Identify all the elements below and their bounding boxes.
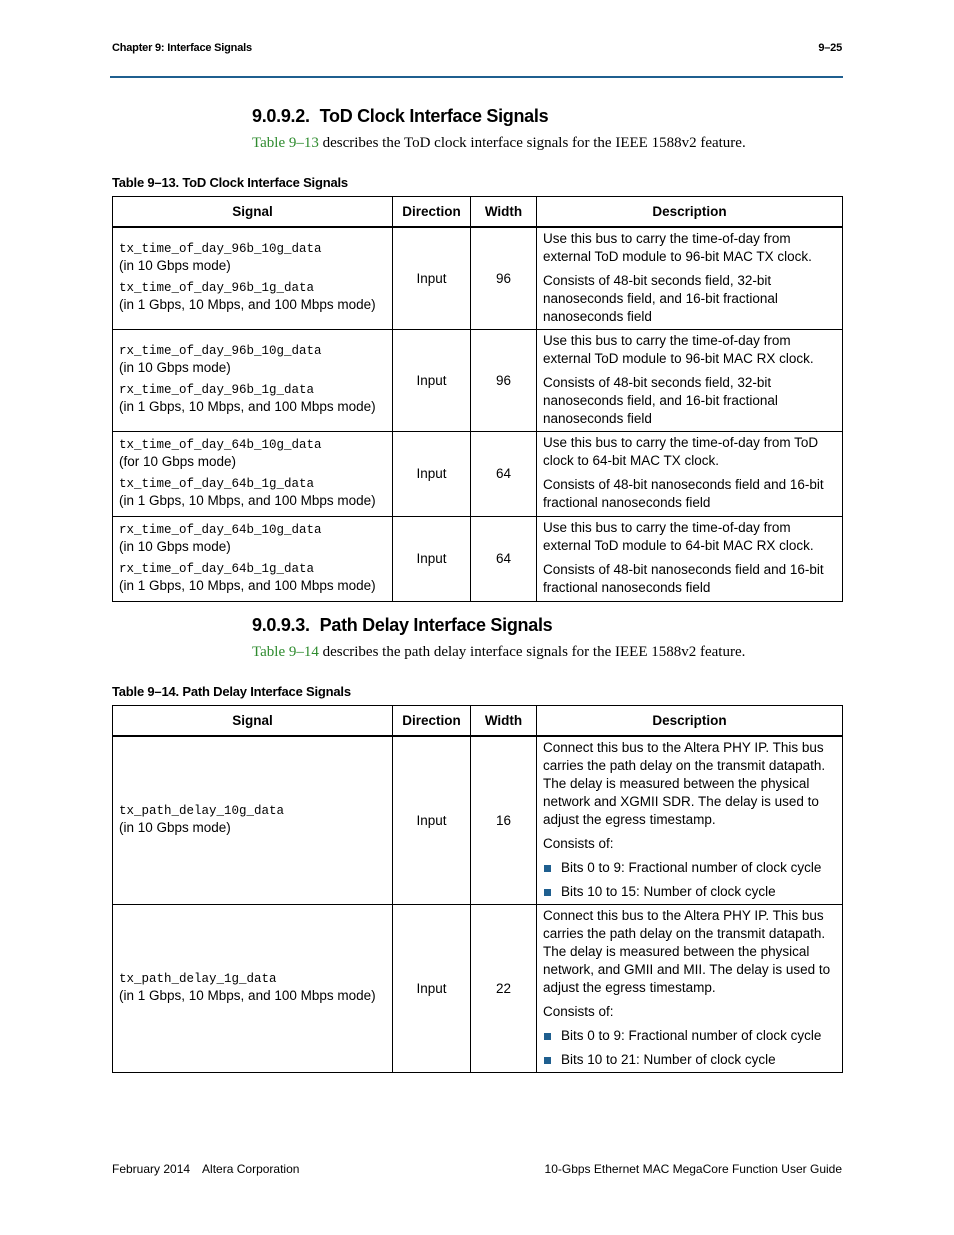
intro-text: describes the ToD clock interface signals for the IEEE 1588v2 feature. <box>318 135 746 151</box>
col-header-description: Description <box>537 197 843 228</box>
signal-mode: (for 10 Gbps mode) <box>119 453 237 469</box>
bullet-item <box>543 1051 836 1069</box>
chapter-title: Chapter 9: Interface Signals <box>112 42 252 54</box>
intro-text: describes the path delay interface signals for the IEEE 1588v2 feature. <box>318 644 746 660</box>
description-text: Consists of 48-bit seconds field, 32-bit nanoseconds field, and 16-bit fractional nanoseconds field <box>543 273 778 324</box>
square-bullet-icon <box>544 1057 551 1064</box>
table-row <box>113 516 843 601</box>
table-row <box>113 736 843 904</box>
col-header-direction: Direction <box>393 197 471 228</box>
description-cell <box>537 516 843 601</box>
signal-cell <box>113 904 393 1072</box>
width-cell: 64 <box>471 516 537 601</box>
description-text: Consists of 48-bit nanoseconds field and 16-bit fractional nanoseconds field <box>543 476 824 510</box>
description-text: Use this bus to carry the time-of-day from external ToD module to 96-bit MAC RX clock. <box>543 332 814 366</box>
direction-cell: Input <box>393 736 471 904</box>
section-number: 9.0.9.3. <box>252 615 310 635</box>
signal-name: tx_time_of_day_64b_1g_data <box>119 476 315 491</box>
square-bullet-icon <box>544 865 551 872</box>
col-header-description: Description <box>537 706 843 737</box>
signal-mode: (in 1 Gbps, 10 Mbps, and 100 Mbps mode) <box>119 399 376 414</box>
table-caption-path-delay: Table 9–14. Path Delay Interface Signals <box>112 684 351 699</box>
footer-guide-title: 10-Gbps Ethernet MAC MegaCore Function User Guide <box>544 1162 842 1176</box>
section-title: ToD Clock Interface Signals <box>319 106 549 126</box>
bullet-text: Bits 10 to 15: Number of clock cycle <box>561 884 776 899</box>
direction-cell: Input <box>393 904 471 1072</box>
direction-cell: Input <box>393 516 471 601</box>
width-cell: 96 <box>471 227 537 329</box>
description-text: Use this bus to carry the time-of-day from external ToD module to 96-bit MAC TX clock. <box>543 231 812 264</box>
section-intro-path-delay <box>252 644 745 661</box>
signal-name: tx_path_delay_10g_data <box>119 803 285 818</box>
description-text: Consists of 48-bit nanoseconds field and 16-bit fractional nanoseconds field <box>543 561 824 595</box>
signal-name: rx_time_of_day_96b_10g_data <box>119 344 322 358</box>
description-cell <box>537 904 843 1072</box>
table-link[interactable]: Table 9–14 <box>252 644 319 660</box>
section-number: 9.0.9.2. <box>252 106 310 126</box>
footer-company: Altera Corporation <box>202 1162 300 1176</box>
signal-mode: (in 1 Gbps, 10 Mbps, and 100 Mbps mode) <box>119 577 376 593</box>
square-bullet-icon <box>544 889 551 896</box>
header-rule <box>110 76 843 78</box>
width-cell: 96 <box>471 329 537 431</box>
col-header-signal: Signal <box>113 197 393 228</box>
table-caption-tod: Table 9–13. ToD Clock Interface Signals <box>112 175 348 190</box>
description-cell <box>537 329 843 431</box>
bullet-text: Bits 0 to 9: Fractional number of clock cycle <box>561 860 822 875</box>
direction-cell: Input <box>393 227 471 329</box>
section-intro-tod <box>252 135 746 152</box>
section-heading-path-delay <box>252 615 552 636</box>
signal-mode: (in 1 Gbps, 10 Mbps, and 100 Mbps mode) <box>119 297 376 313</box>
width-cell: 22 <box>471 904 537 1072</box>
table-header-row <box>113 197 843 228</box>
table-header-row <box>113 706 843 737</box>
footer-left <box>112 1162 299 1176</box>
signal-mode: (in 1 Gbps, 10 Mbps, and 100 Mbps mode) <box>119 492 376 508</box>
col-header-width: Width <box>471 197 537 228</box>
signal-mode: (in 10 Gbps mode) <box>119 538 231 554</box>
signal-cell <box>113 736 393 904</box>
description-text: Consists of 48-bit seconds field, 32-bit nanoseconds field, and 16-bit fractional nanoseconds field <box>543 374 778 426</box>
description-text: Connect this bus to the Altera PHY IP. This bus carries the path delay on the transmit datapath. The delay is measured between the physical network, and GMII and MII. The delay is used to adjust the egress timestamp. <box>543 907 831 995</box>
consists-label: Consists of: <box>543 836 614 851</box>
bullet-text: Bits 0 to 9: Fractional number of clock cycle <box>561 1027 822 1043</box>
signal-cell <box>113 329 393 431</box>
signal-name: rx_time_of_day_96b_1g_data <box>119 383 315 397</box>
footer-date: February 2014 <box>112 1162 191 1176</box>
signal-mode: (in 10 Gbps mode) <box>119 258 231 274</box>
page-number: 9–25 <box>818 42 842 54</box>
width-cell: 64 <box>471 431 537 516</box>
signal-name: tx_time_of_day_96b_10g_data <box>119 242 322 257</box>
signal-name: tx_time_of_day_64b_10g_data <box>119 437 322 452</box>
signal-name: tx_time_of_day_96b_1g_data <box>119 281 315 296</box>
bullet-text: Bits 10 to 21: Number of clock cycle <box>561 1051 776 1067</box>
section-title: Path Delay Interface Signals <box>319 615 553 635</box>
direction-cell: Input <box>393 329 471 431</box>
section-heading-tod <box>252 106 548 127</box>
table-row <box>113 329 843 431</box>
consists-label: Consists of: <box>543 1003 614 1019</box>
signal-name: rx_time_of_day_64b_10g_data <box>119 522 322 537</box>
signal-cell <box>113 431 393 516</box>
table-link[interactable]: Table 9–13 <box>252 135 319 151</box>
table-row <box>113 227 843 329</box>
bullet-item <box>543 859 836 877</box>
table-row <box>113 904 843 1072</box>
description-cell <box>537 736 843 904</box>
signal-mode: (in 10 Gbps mode) <box>119 360 231 375</box>
description-text: Connect this bus to the Altera PHY IP. This bus carries the path delay on the transmit datapath. The delay is measured between the physical network and XGMII SDR. The delay is used to adjust the egress timestamp. <box>543 740 826 827</box>
signal-mode: (in 10 Gbps mode) <box>119 819 231 835</box>
signal-mode: (in 1 Gbps, 10 Mbps, and 100 Mbps mode) <box>119 987 376 1003</box>
signal-cell <box>113 227 393 329</box>
bullet-item <box>543 1027 836 1045</box>
tod-signals-table <box>112 196 843 602</box>
width-cell: 16 <box>471 736 537 904</box>
description-cell <box>537 227 843 329</box>
col-header-direction: Direction <box>393 706 471 737</box>
description-text: Use this bus to carry the time-of-day from ToD clock to 64-bit MAC TX clock. <box>543 434 819 468</box>
signal-cell <box>113 516 393 601</box>
path-delay-signals-table <box>112 705 843 1073</box>
bullet-item <box>543 883 836 901</box>
col-header-width: Width <box>471 706 537 737</box>
table-row <box>113 431 843 516</box>
direction-cell: Input <box>393 431 471 516</box>
page-header <box>112 42 842 60</box>
signal-name: rx_time_of_day_64b_1g_data <box>119 561 315 576</box>
description-text: Use this bus to carry the time-of-day from external ToD module to 64-bit MAC RX clock. <box>543 519 814 553</box>
signal-name: tx_path_delay_1g_data <box>119 971 277 986</box>
description-cell <box>537 431 843 516</box>
col-header-signal: Signal <box>113 706 393 737</box>
square-bullet-icon <box>544 1033 551 1040</box>
